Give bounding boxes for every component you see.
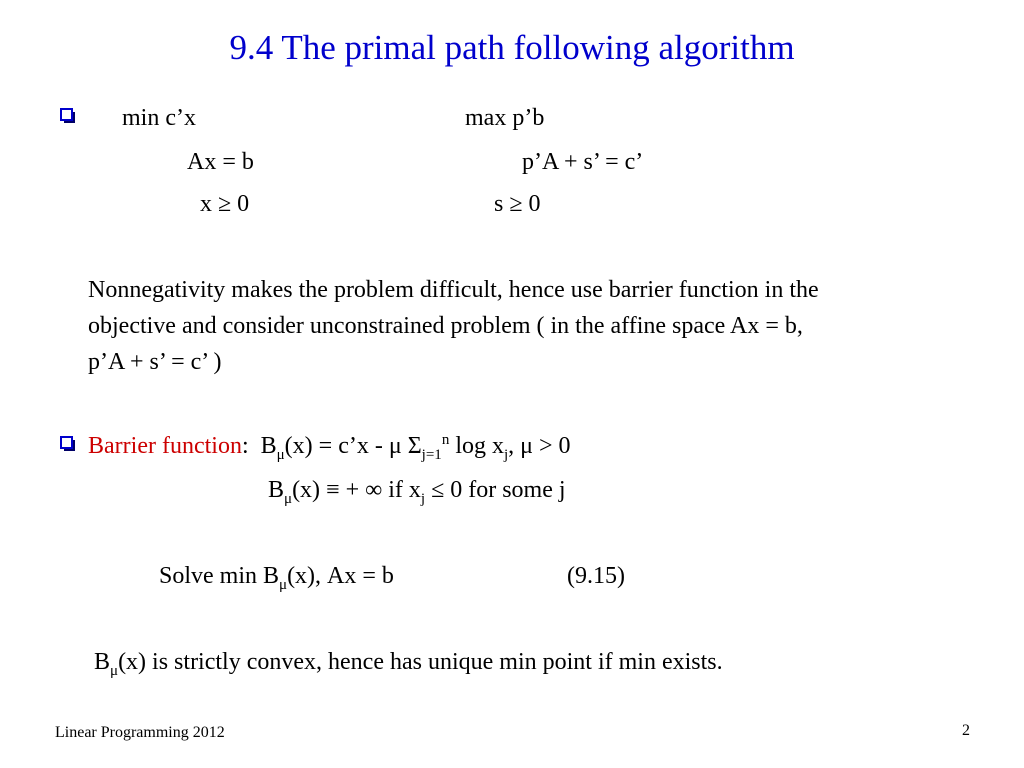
- primal-constraint: Ax = b: [187, 149, 254, 175]
- paragraph-line-3: p’A + s’ = c’ ): [88, 349, 222, 375]
- barrier-line2-part1: (x) ≡ + ∞ if x: [292, 477, 421, 503]
- primal-objective: min c’x: [122, 105, 196, 131]
- xj-subscript: j: [420, 490, 426, 507]
- solve-mu-subscript: μ: [279, 576, 288, 593]
- hollow-square-bullet-icon: [60, 108, 76, 124]
- barrier-b-2: B: [268, 477, 285, 503]
- barrier-colon: :: [241, 433, 249, 459]
- convex-text: (x) is strictly convex, hence has unique min point if min exists.: [118, 649, 723, 675]
- barrier-def-part1: (x) = c’x - μ Σ: [284, 433, 422, 459]
- nonnegativity-paragraph: [88, 272, 968, 380]
- convexity-statement: [94, 648, 723, 679]
- solve-suffix: (x), Ax = b: [287, 563, 394, 589]
- footer-course-title: Linear Programming 2012: [55, 724, 225, 741]
- solve-equation: [159, 562, 394, 593]
- barrier-line2-part2: ≤ 0 for some j: [425, 477, 566, 503]
- x-subscript: j: [503, 446, 509, 463]
- barrier-def-part3: , μ > 0: [508, 433, 571, 459]
- slide-title: 9.4 The primal path following algorithm: [229, 28, 795, 67]
- paragraph-line-1: Nonnegativity makes the problem difficult, hence use barrier function in the: [88, 277, 819, 303]
- barrier-def-part2: log x: [449, 433, 504, 459]
- page-number: 2: [962, 722, 970, 739]
- barrier-function-label: Barrier function: [88, 433, 242, 459]
- barrier-function-definition: [88, 432, 571, 463]
- solve-prefix: Solve min B: [159, 563, 280, 589]
- dual-objective: max p’b: [465, 105, 545, 131]
- convex-mu-subscript: μ: [110, 662, 119, 679]
- sum-superscript: n: [441, 432, 450, 448]
- dual-constraint: p’A + s’ = c’: [522, 149, 644, 175]
- barrier-b: B: [260, 433, 277, 459]
- primal-nonnegativity: x ≥ 0: [200, 191, 250, 217]
- paragraph-line-2: objective and consider unconstrained problem ( in the affine space Ax = b,: [88, 313, 803, 339]
- equation-number: (9.15): [567, 563, 625, 589]
- hollow-square-bullet-icon: [60, 436, 76, 452]
- dual-nonnegativity: s ≥ 0: [494, 191, 541, 217]
- convex-b: B: [94, 649, 111, 675]
- barrier-infinity-line: [268, 476, 566, 507]
- barrier-mu-subscript: μ: [276, 446, 285, 463]
- sum-subscript: j=1: [421, 446, 442, 463]
- barrier-mu-subscript-2: μ: [284, 490, 293, 507]
